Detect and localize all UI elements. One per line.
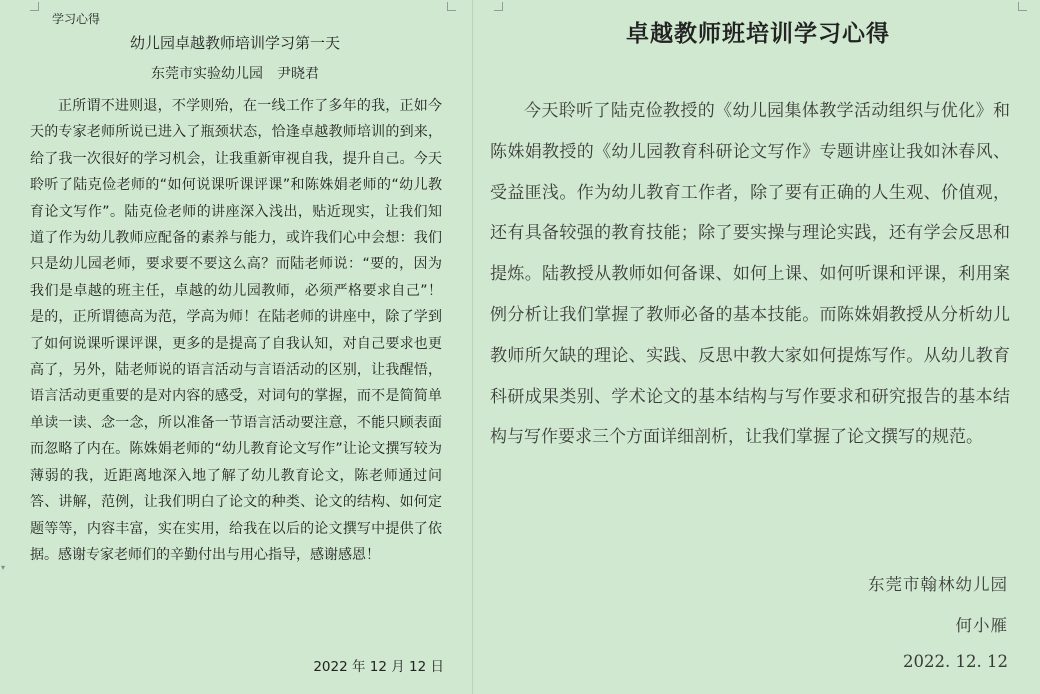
right-page-title: 卓越教师班培训学习心得: [626, 20, 890, 47]
left-page-body: 正所谓不进则退，不学则殆，在一线工作了多年的我，正如今天的专家老师所说已进入了瓶颈状态，恰逢卓越教师培训的到来，给了我一次很好的学习机会，让我重新审视自我，提升自己。今天聆听了陆克俭老师的“如何说课听课评课”和陈姝娟老师的“幼儿教育论文写作”。陆克俭老师的讲座深入浅出，贴近现实，让我们知道了作为幼儿教师应配备的素养与能力，或许我们心中会想：我们只是幼儿园老师，要求要不要这么高？而陆老师说：“要的，因为我们是卓越的班主任，卓越的幼儿园教师，必须严格要求自己”！是的，正所谓德高为范，学高为师！在陆老师的讲座中，除了学到了如何说课听课评课，更多的是提高了自我认知，对自己要求也更高了，另外，陆老师说的语言活动与言语活动的区别，让我醒悟，语言活动更重要的是对内容的感受，对词句的掌握，而不是简简单单读一读、念一念，所以准备一节语言活动要注意，不能只顾表面而忽略了内在。陈姝娟老师的“幼儿教育论文写作”让论文撰写较为薄弱的我，近距离地深入地了解了幼儿教育论文，陈老师通过问答、讲解，范例，让我们明白了论文的种类、论文的结构、如何定题等等，内容丰富，实在实用，给我在以后的论文撰写中提供了依据。感谢专家老师们的辛勤付出与用心指导，感谢感恩！: [30, 98, 442, 563]
right-page-author: 何小雁: [955, 616, 1008, 635]
left-page-author: 东莞市实验幼儿园 尹晓君: [151, 66, 319, 82]
left-page-date: 2022 年 12 月 12 日: [313, 659, 444, 675]
header-label: 学习心得: [52, 12, 101, 26]
right-page-body: 今天聆听了陆克俭教授的《幼儿园集体教学活动组织与优化》和陈姝娟教授的《幼儿园教育科研论文写作》专题讲座让我如沐春风、受益匪浅。作为幼儿教育工作者，除了要有正确的人生观、价值观，还有具备较强的教育技能；除了要实操与理论实践，还有学会反思和提炼。陆教授从教师如何备课、如何上课、如何听课和评课，利用案例分析让我们掌握了教师必备的基本技能。而陈姝娟教授从分析幼儿教师所欠缺的理论、实践、反思中教大家如何提炼写作。从幼儿教育科研成果类别、学术论文的基本结构与写作要求和研究报告的基本结构与写作要求三个方面详细剖析，让我们掌握了论文撰写的规范。: [490, 101, 1010, 448]
left-document-page: [0, 0, 470, 694]
right-page-school: 东莞市翰林幼儿园: [868, 575, 1008, 594]
left-page-title: 幼儿园卓越教师培训学习第一天: [129, 34, 340, 52]
margin-marker-icon: ▾: [1, 563, 6, 572]
right-page-date: 2022. 12. 12: [903, 652, 1008, 671]
page-divider: [472, 0, 473, 694]
right-document-page: [476, 0, 1040, 694]
